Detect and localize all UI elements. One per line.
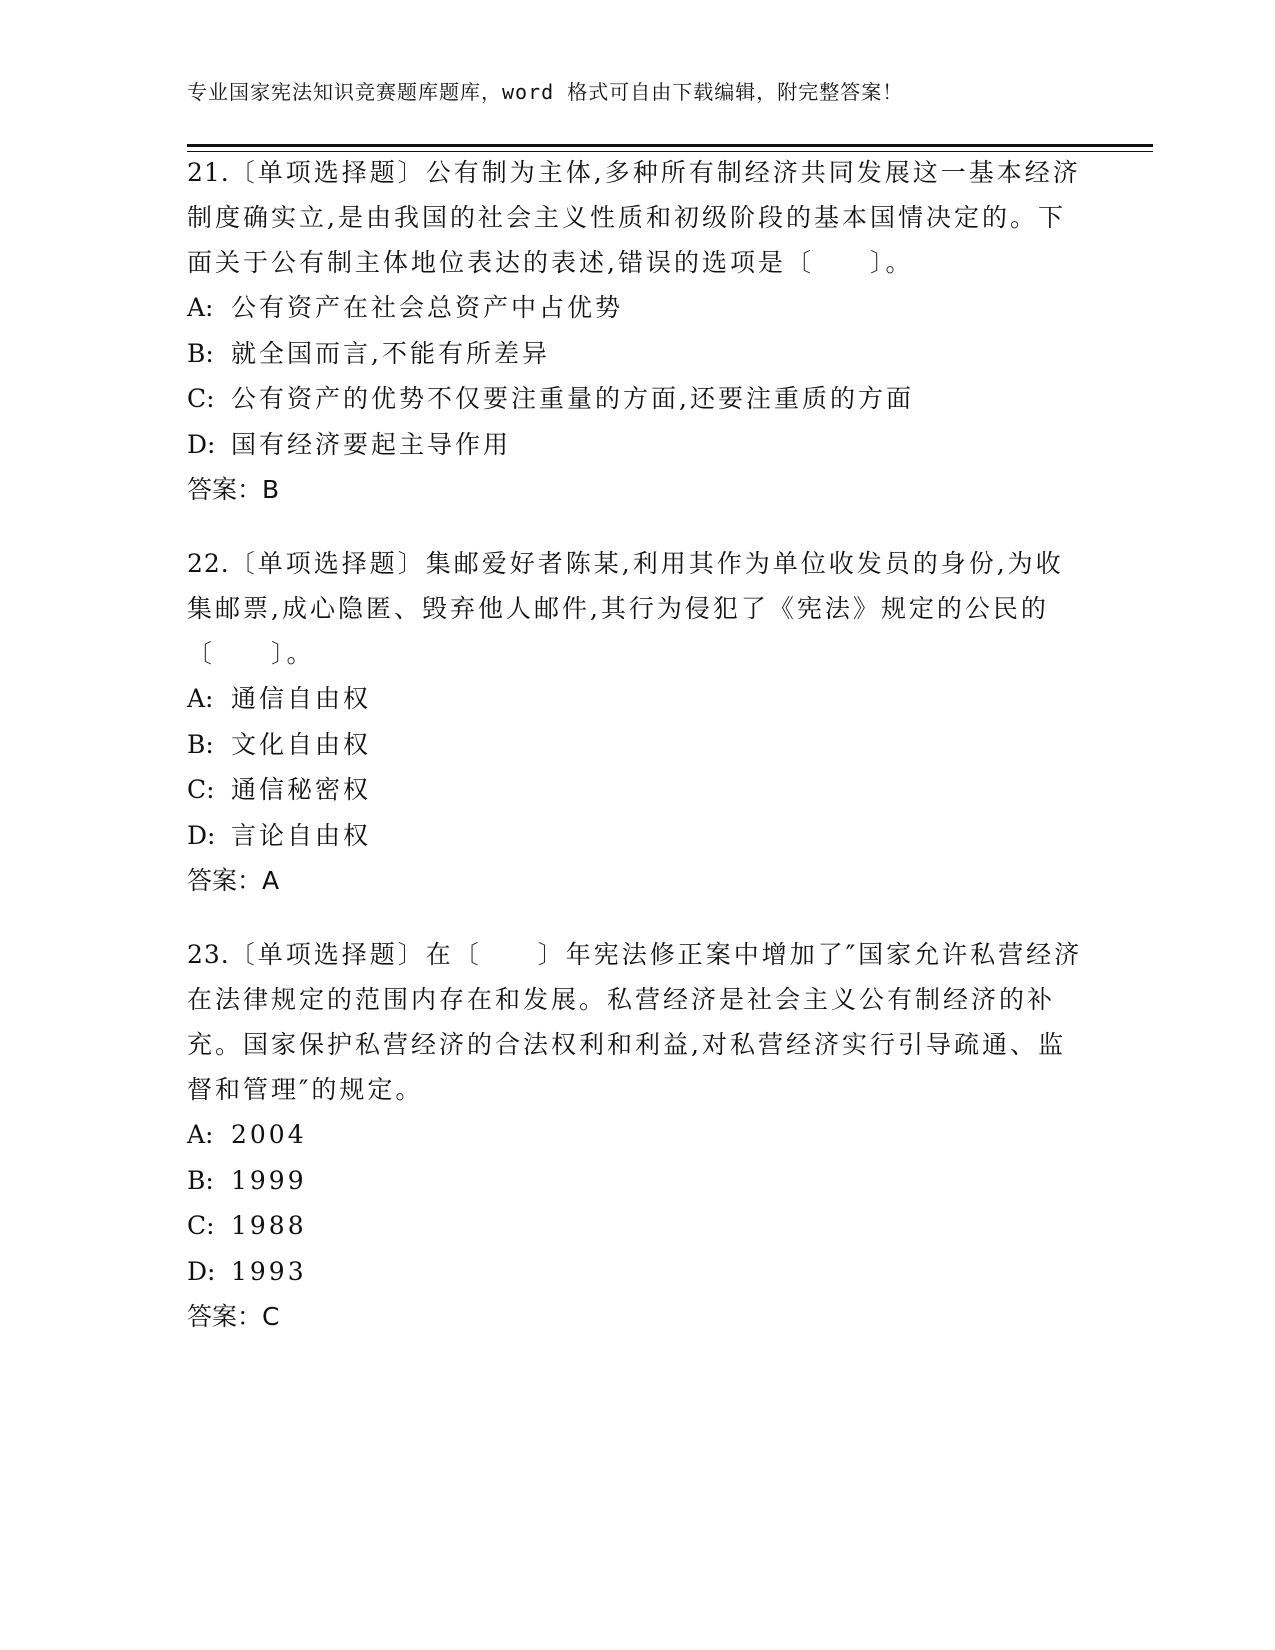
question-23 — [187, 932, 1087, 1340]
option-key: A: — [187, 293, 214, 322]
answer-line: 答案：C — [187, 1302, 280, 1331]
option-key: A: — [187, 684, 214, 713]
question-body: 〔单项选择题〕在〔 〕年宪法修正案中增加了″国家允许私营经济在法律规定的范围内存在和发展。私营经济是社会主义公有制经济的补充。国家保护私营经济的合法权利和利益,对私营经济实行引导疏通、监督和管理″的规定。 — [187, 940, 1083, 1104]
option-text: 通信自由权 — [231, 684, 372, 713]
question-text — [187, 541, 1087, 676]
question-body: 〔单项选择题〕公有制为主体,多种所有制经济共同发展这一基本经济制度确实立,是由我国的社会主义性质和初级阶段的基本国情决定的。下面关于公有制主体地位表达的表述,错误的选项是〔 〕。 — [187, 158, 1081, 277]
option-text: 国有经济要起主导作用 — [231, 429, 512, 459]
option-key: A: — [187, 1120, 214, 1149]
option-key: B: — [187, 338, 214, 368]
option-b — [187, 1158, 1087, 1204]
question-text — [187, 150, 1087, 285]
question-body: 〔单项选择题〕集邮爱好者陈某,利用其作为单位收发员的身份,为收集邮票,成心隐匿、毁弃他人邮件,其行为侵犯了《宪法》规定的公民的〔 〕。 — [187, 549, 1064, 668]
option-d — [187, 813, 1087, 859]
option-c — [187, 376, 1087, 422]
option-text: 1993 — [231, 1256, 307, 1286]
option-b — [187, 331, 1087, 377]
option-text: 言论自由权 — [231, 820, 372, 850]
option-d — [187, 1249, 1087, 1295]
option-text: 通信秘密权 — [231, 775, 372, 804]
option-key: D: — [187, 1256, 216, 1286]
option-key: D: — [187, 429, 216, 459]
question-number: 21. — [187, 158, 230, 187]
option-key: C: — [187, 384, 215, 413]
option-d — [187, 422, 1087, 468]
question-text — [187, 932, 1087, 1112]
answer-line: 答案：B — [187, 475, 280, 504]
option-text: 2004 — [231, 1120, 307, 1149]
option-text: 公有资产在社会总资产中占优势 — [231, 293, 624, 322]
option-key: B: — [187, 1165, 214, 1195]
question-number: 22. — [187, 549, 230, 578]
question-number: 23. — [187, 940, 230, 969]
option-text: 1988 — [231, 1211, 307, 1240]
question-22 — [187, 541, 1087, 904]
option-c — [187, 767, 1087, 813]
option-key: C: — [187, 775, 215, 804]
option-b — [187, 722, 1087, 768]
option-a — [187, 676, 1087, 722]
option-c — [187, 1203, 1087, 1249]
answer-line: 答案：A — [187, 866, 280, 895]
option-key: C: — [187, 1211, 215, 1240]
option-a — [187, 1112, 1087, 1158]
option-key: B: — [187, 729, 214, 759]
option-text: 1999 — [231, 1165, 307, 1195]
question-21 — [187, 150, 1087, 513]
option-key: D: — [187, 820, 216, 850]
option-text: 文化自由权 — [231, 729, 372, 759]
page-header: 专业国家宪法知识竞赛题库题库，word 格式可自由下载编辑，附完整答案！ — [187, 80, 904, 104]
option-text: 公有资产的优势不仅要注重量的方面,还要注重质的方面 — [231, 384, 914, 413]
header-divider-thick — [187, 144, 1153, 147]
option-a — [187, 285, 1087, 331]
option-text: 就全国而言,不能有所差异 — [231, 338, 550, 368]
